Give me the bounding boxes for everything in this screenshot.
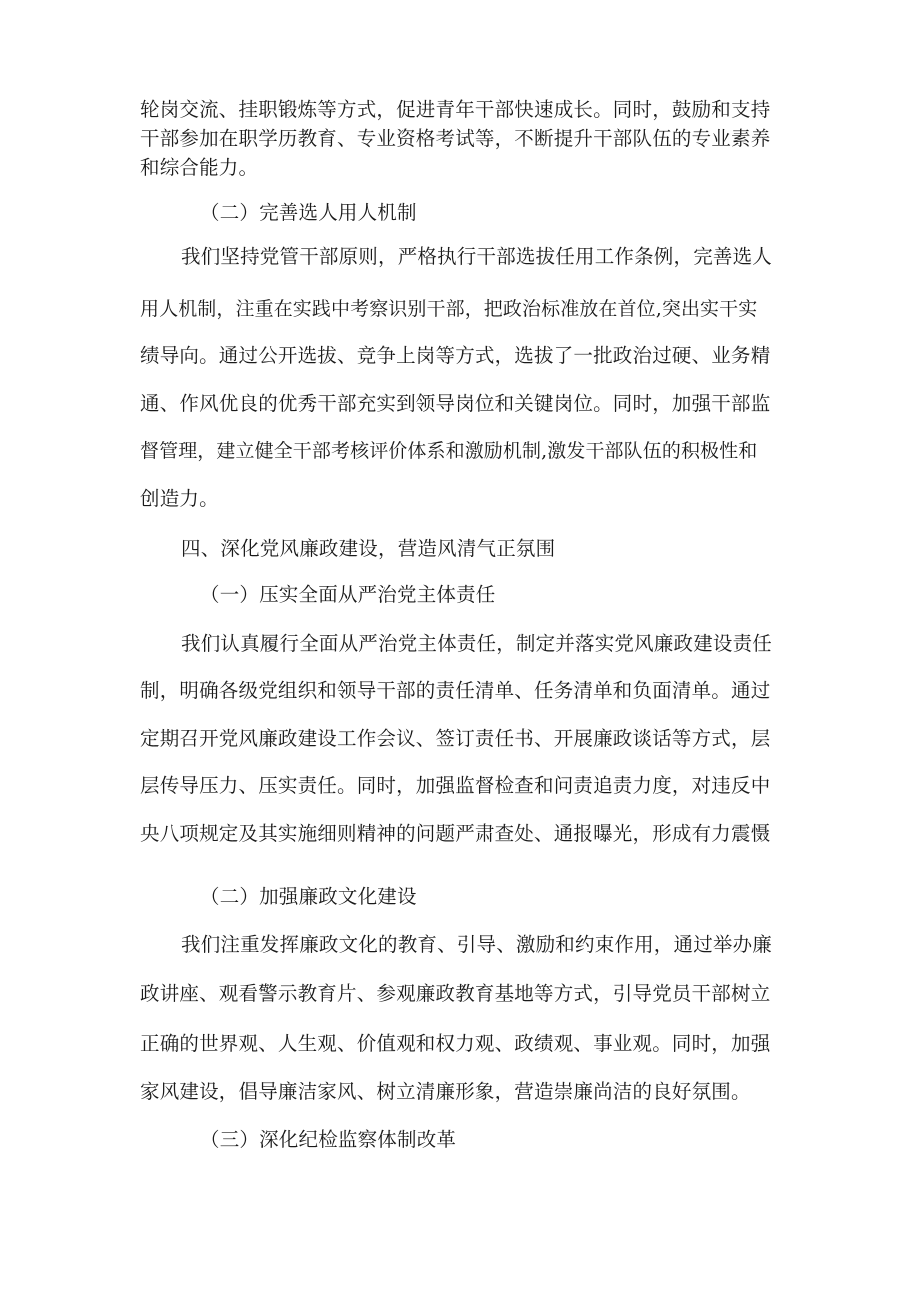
- paragraph-2-line-5: 督管理，建立健全干部考核评价体系和激励机制,激发干部队伍的积极性和: [140, 440, 758, 462]
- paragraph-4-line-1: 我们注重发挥廉政文化的教育、引导、激励和约束作用，通过举办廉: [181, 933, 773, 956]
- paragraph-4-line-4: 家风建设，倡导廉洁家风、树立清廉形象，营造崇廉尚洁的良好氛围。: [140, 1080, 751, 1103]
- section-title: 四、深化党风廉政建设，营造风清气正氛围: [181, 537, 556, 560]
- paragraph-3-line-4: 层传导压力、压实责任。同时，加强监督检查和问责追责力度，对违反中: [140, 774, 771, 797]
- paragraph-4-line-2: 政讲座、观看警示教育片、参观廉政教育基地等方式，引导党员干部树立: [140, 982, 771, 1005]
- paragraph-4-line-3: 正确的世界观、人生观、价值观和权力观、政绩观、事业观。同时，加强: [140, 1032, 771, 1055]
- paragraph-2-line-4: 通、作风优良的优秀干部充实到领导岗位和关键岗位。同时，加强干部监: [140, 392, 771, 415]
- paragraph-3-line-1: 我们认真履行全面从严治党主体责任，制定并落实党风廉政建设责任: [181, 632, 773, 655]
- paragraph-1-line-3: 和综合能力。: [140, 156, 259, 179]
- subsection-heading-party-responsibility: （一）压实全面从严治党主体责任: [200, 583, 496, 606]
- paragraph-3-line-3: 定期召开党风廉政建设工作会议、签订责任书、开展廉政谈话等方式，层: [140, 727, 771, 750]
- paragraph-2-line-2: 用人机制，注重在实践中考察识别干部，把政治标准放在首位,突出实干实: [140, 298, 758, 320]
- paragraph-1-line-1: 轮岗交流、挂职锻炼等方式，促进青年干部快速成长。同时，鼓励和支持: [140, 98, 771, 121]
- paragraph-1-line-2: 干部参加在职学历教育、专业资格考试等，不断提升干部队伍的专业素养: [140, 127, 771, 150]
- paragraph-2-line-3: 绩导向。通过公开选拔、竞争上岗等方式，选拔了一批政治过硬、业务精: [140, 344, 771, 367]
- paragraph-3-line-5: 央八项规定及其实施细则精神的问题严肃查处、通报曝光，形成有力震慑: [140, 822, 771, 845]
- subsection-heading-discipline-reform: （三）深化纪检监察体制改革: [200, 1128, 457, 1151]
- subsection-heading-clean-culture: （二）加强廉政文化建设: [200, 885, 417, 908]
- paragraph-3-line-2: 制，明确各级党组织和领导干部的责任清单、任务清单和负面清单。通过: [140, 679, 771, 702]
- subsection-heading-improve-selection: （二）完善选人用人机制: [200, 201, 417, 224]
- paragraph-2-line-6: 创造力。: [140, 487, 219, 510]
- paragraph-2-line-1: 我们坚持党管干部原则，严格执行干部选拔任用工作条例，完善选人: [181, 245, 773, 268]
